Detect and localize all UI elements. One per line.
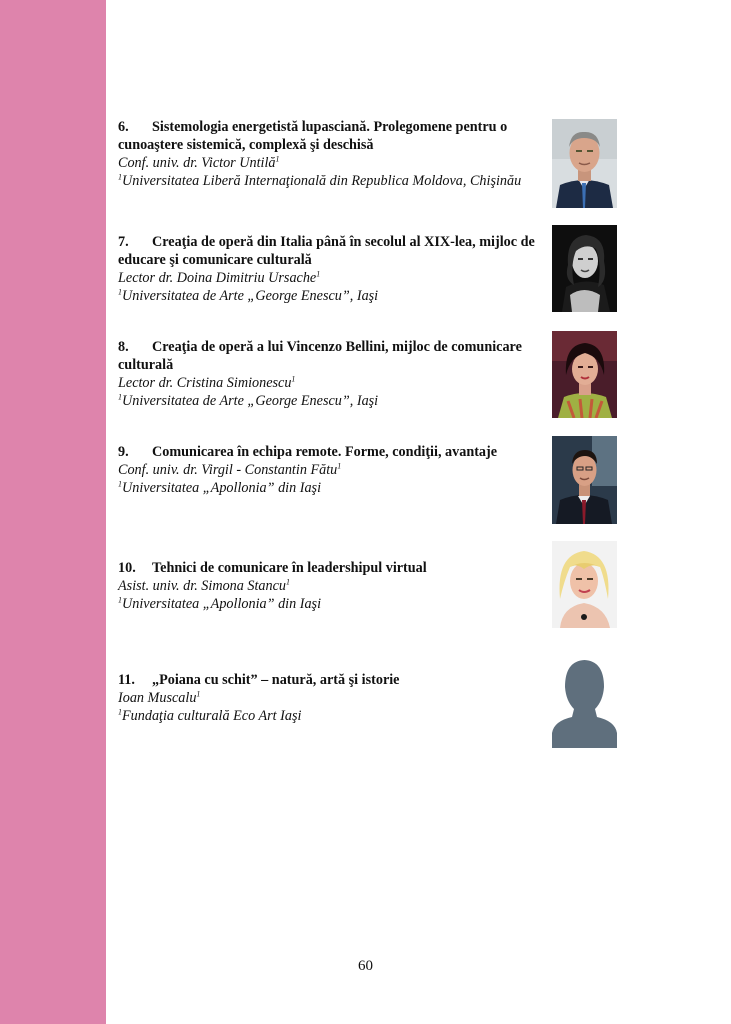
entry-affiliation: $^1$Universitatea „Apollonia” din Iaşi [118, 595, 322, 612]
entry-author: Conf. univ. dr. Victor Untilă$^1$ [118, 154, 280, 171]
entry-author: Conf. univ. dr. Virgil - Constantin Fătu$^1$ [118, 461, 342, 478]
entry-author: Asist. univ. dr. Simona Stancu$^1$ [118, 577, 291, 594]
entry-10 [118, 559, 538, 613]
entry-affiliation: $^1$Universitatea „Apollonia” din Iaşi [118, 479, 322, 496]
entry-affiliation: $^1$Universitatea de Arte „George Enescu”, Iaşi [118, 287, 379, 304]
portrait-woman-color-photo [552, 331, 617, 418]
entry-title: 7. Creaţia de operă din Italia până în secolul al XIX-lea, mijloc de educare şi comunicare culturală [118, 234, 535, 268]
entry-number: 6. [118, 119, 129, 135]
page-number: 60 [358, 958, 373, 974]
entry-7 [118, 233, 538, 305]
entry-title: 9. Comunicarea în echipa remote. Forme, condiţii, avantaje [118, 444, 498, 460]
entry-6 [118, 118, 538, 190]
entry-affiliation: $^1$Universitatea de Arte „George Enescu”, Iaşi [118, 392, 379, 409]
entry-title: 6. Sistemologia energetistă lupasciană. Prolegomene pentru o cunoaştere sistemică, complexă şi deschisă [118, 119, 508, 153]
portrait-man-suit-photo [552, 119, 617, 208]
entry-affiliation: $^1$Fundaţia culturală Eco Art Iaşi [118, 707, 302, 724]
entry-number: 8. [118, 339, 129, 355]
portrait-woman-bw-photo [552, 225, 617, 312]
entry-title: 11. „Poiana cu schit” – natură, artă şi istorie [118, 672, 400, 688]
entry-8 [118, 338, 538, 410]
entry-number: 9. [118, 444, 129, 460]
avatar-placeholder-icon [552, 657, 617, 748]
entry-title: 8. Creaţia de operă a lui Vincenzo Bellini, mijloc de comunicare culturală [118, 339, 522, 373]
entry-9 [118, 443, 538, 497]
portrait-man-tie-photo [552, 436, 617, 524]
entry-11 [118, 671, 538, 725]
entry-number: 10. [118, 560, 136, 576]
entry-number: 11. [118, 672, 135, 688]
entry-author: Lector dr. Doina Dimitriu Ursache$^1$ [118, 269, 321, 286]
decorative-sidebar [0, 0, 106, 1024]
entry-author: Lector dr. Cristina Simionescu$^1$ [118, 374, 296, 391]
portrait-woman-blonde-photo [552, 541, 617, 628]
entry-author: Ioan Muscalu$^1$ [118, 689, 201, 706]
entry-title: 10. Tehnici de comunicare în leadershipul virtual [118, 560, 427, 576]
entry-affiliation: $^1$Universitatea Liberă Internaţională din Republica Moldova, Chişinău [118, 172, 522, 189]
entry-number: 7. [118, 234, 129, 250]
